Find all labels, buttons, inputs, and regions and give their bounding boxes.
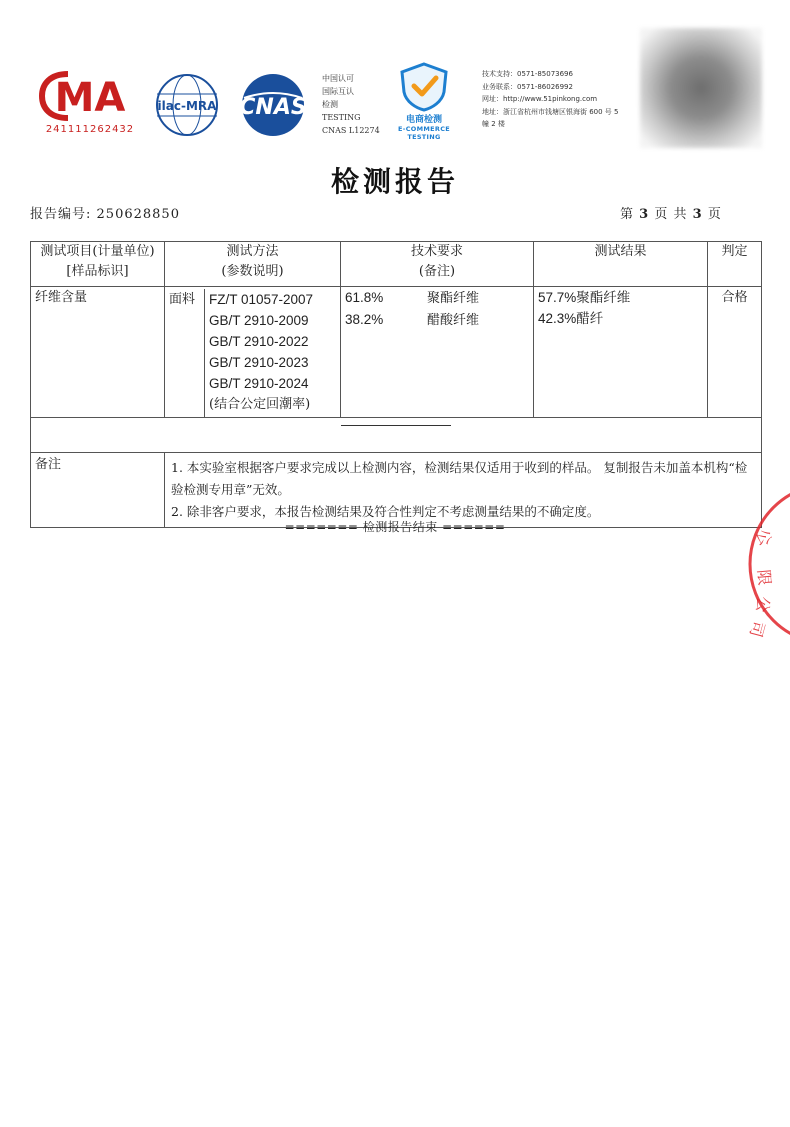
cnas-logo (230, 72, 316, 138)
ecommerce-testing-logo (388, 62, 460, 141)
requirement-percent: 38.2% (345, 312, 384, 327)
cnas-text: CNAS (239, 95, 307, 120)
header-requirement-line2: (备注) (418, 264, 456, 279)
header-judgement: 判定 (708, 242, 762, 287)
method-line: GB/T 2910-2022 (209, 334, 309, 349)
cell-requirement (341, 287, 534, 418)
method-line: GB/T 2910-2023 (209, 355, 309, 370)
test-results-table (30, 241, 762, 528)
header-item-line2: [样品标识] (66, 264, 129, 279)
cell-method (165, 287, 341, 418)
header-requirement (341, 242, 534, 287)
globe-icon (150, 72, 224, 138)
separator-row (31, 418, 762, 453)
cma-code: 241111262432 (45, 124, 135, 135)
accreditation-line: 检测 (322, 100, 338, 109)
result-line: 42.3%醋纤 (538, 311, 604, 326)
cell-item: 纤维含量 (31, 287, 165, 418)
ecommerce-cn-text: 电商检测 (405, 115, 442, 125)
contact-block (482, 68, 642, 131)
report-number (30, 203, 180, 222)
notes-row (31, 453, 762, 528)
cma-mark-icon (38, 68, 142, 124)
contact-business: 业务联系：0571-86026992 (482, 82, 573, 91)
method-list (205, 289, 313, 417)
requirement-fiber: 醋酸纤维 (427, 313, 480, 328)
report-number-value: 250628850 (96, 207, 180, 222)
page-title: 检测报告 (330, 165, 459, 198)
notes-label: 备注 (31, 453, 165, 528)
qr-code-blurred (640, 28, 762, 148)
notes-content (165, 453, 762, 528)
requirement-fiber: 聚酯纤维 (427, 291, 480, 306)
page-suffix: 页 (707, 207, 722, 222)
accreditation-line: 中国认可 (322, 74, 354, 83)
page-prefix: 第 (620, 207, 635, 222)
header-item-line1: 测试项目(计量单位) (40, 244, 155, 259)
report-end-marker: ======= 检测报告结束 ====== (284, 520, 506, 534)
requirement-line (345, 287, 533, 309)
method-line: FZ/T 01057-2007 (209, 292, 314, 307)
header-requirement-line1: 技术要求 (410, 244, 463, 259)
accreditation-line: 国际互认 (322, 87, 354, 96)
shield-check-icon (388, 62, 460, 112)
table-row (31, 287, 762, 418)
page-total: 3 (692, 207, 703, 222)
accreditation-line: TESTING (322, 113, 361, 122)
report-number-label: 报告编号: (30, 207, 92, 222)
svg-text:司: 司 (745, 618, 769, 640)
table-header-row (31, 242, 762, 287)
cell-result (534, 287, 708, 418)
accreditation-line: CNAS L12274 (322, 126, 380, 135)
method-note: (结合公定回潮率) (209, 397, 311, 412)
requirement-line (345, 309, 533, 331)
svg-text:限: 限 (754, 568, 775, 587)
cma-logo (38, 68, 142, 140)
requirement-percent: 61.8% (345, 290, 384, 305)
result-line: 57.7%聚酯纤维 (538, 290, 631, 305)
header-method-line2: (参数说明) (221, 264, 284, 279)
page-mid: 页 共 (654, 207, 688, 222)
contact-support: 技术支持：0571-85073696 (482, 70, 573, 78)
ilac-text: ilac-MRA (157, 99, 217, 113)
cell-sample: 面料 (165, 289, 205, 417)
page-current: 3 (639, 207, 650, 222)
contact-website: 网址：http://www.51pinkong.com (482, 95, 598, 103)
cell-judgement: 合格 (708, 287, 762, 418)
seal-stamp-icon (720, 492, 790, 652)
header-method-line1: 测试方法 (226, 244, 279, 259)
accreditation-block (322, 72, 380, 137)
header-result: 测试结果 (534, 242, 708, 287)
method-line: GB/T 2910-2009 (209, 313, 309, 328)
official-seal (720, 492, 790, 652)
ilac-mra-logo (150, 72, 224, 138)
note-item: 1. 本实验室根据客户要求完成以上检测内容，检测结果仅适用于收到的样品。 复制报告未加盖本机构“检验检测专用章”无效。 (171, 460, 748, 497)
page-indicator (620, 203, 722, 222)
cma-mark-text: MA (54, 75, 126, 121)
contact-address: 地址：浙江省杭州市钱塘区银海街 600 号 5 (482, 107, 619, 116)
header-item (31, 242, 165, 287)
note-item: 2. 除非客户要求，本报告检测结果及符合性判定不考虑测量结果的不确定度。 (171, 504, 600, 519)
svg-text:公: 公 (752, 526, 776, 549)
separator-cell (31, 418, 762, 453)
svg-text:公: 公 (752, 595, 773, 614)
separator-line (341, 425, 451, 426)
ecommerce-en-text: E-COMMERCE TESTING (397, 125, 451, 141)
header-method (165, 242, 341, 287)
contact-address-cont: 幢 2 楼 (482, 120, 505, 128)
cnas-mark-icon (230, 72, 316, 138)
method-line: GB/T 2910-2024 (209, 376, 309, 391)
